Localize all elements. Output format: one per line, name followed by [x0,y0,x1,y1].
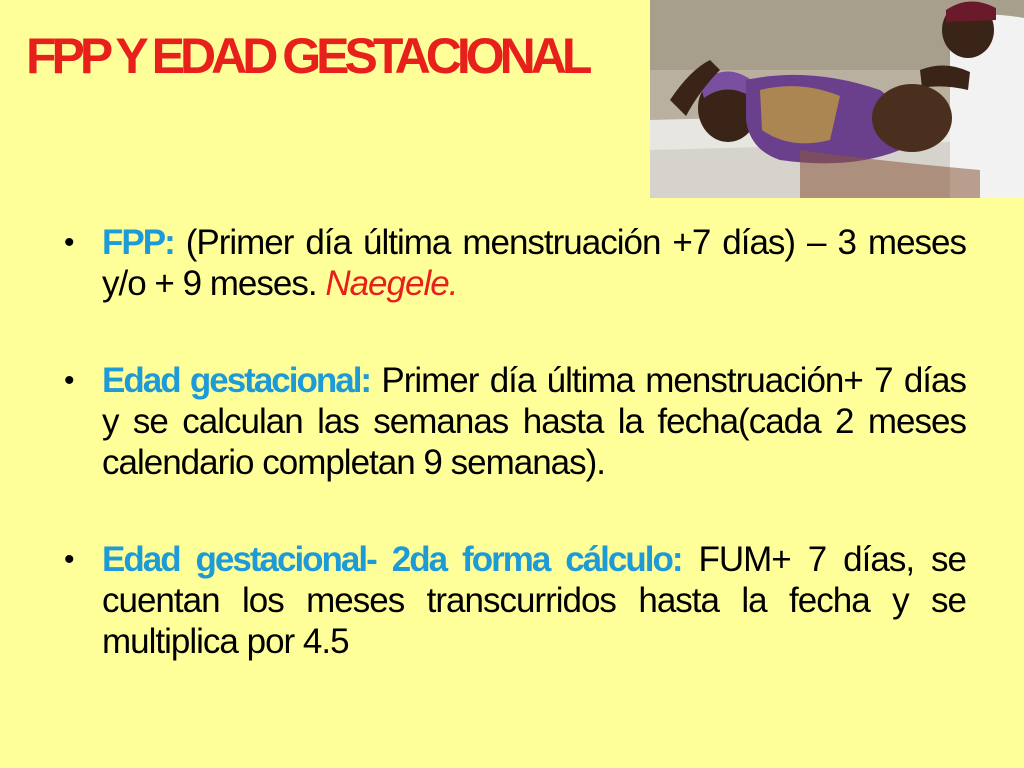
bullet-label: FPP: [102,223,174,262]
bullet-label: Edad gestacional- 2da forma cálculo: [102,540,682,579]
bullet-fpp [58,222,966,304]
bullet-text: (Primer día última menstruación +7 días) – 3 meses y/o + 9 meses. [102,223,966,303]
bullet-list [58,222,966,662]
photo-illustration [650,0,1024,198]
pregnant-woman-exam-photo [650,0,1024,198]
bullet-text: Primer día última menstruación+ 7 días y se calculan las semanas hasta la fecha(cada 2 meses calendario completan 9 semanas). [102,361,966,482]
bullet-edad-gestacional [58,360,966,483]
bullet-dot-icon: • [64,543,74,576]
bullet-dot-icon: • [64,226,74,259]
bullet-edad-gestacional-2da-forma [58,539,966,662]
bullet-emphasis: Naegele. [325,264,458,303]
bullet-text: FUM+ 7 días, se cuentan los meses transcurridos hasta la fecha y se multiplica por 4.5 [102,540,966,661]
bullet-dot-icon: • [64,364,74,397]
slide-title: FPP Y EDAD GESTACIONAL [26,28,588,84]
bullet-label: Edad gestacional: [102,361,371,400]
